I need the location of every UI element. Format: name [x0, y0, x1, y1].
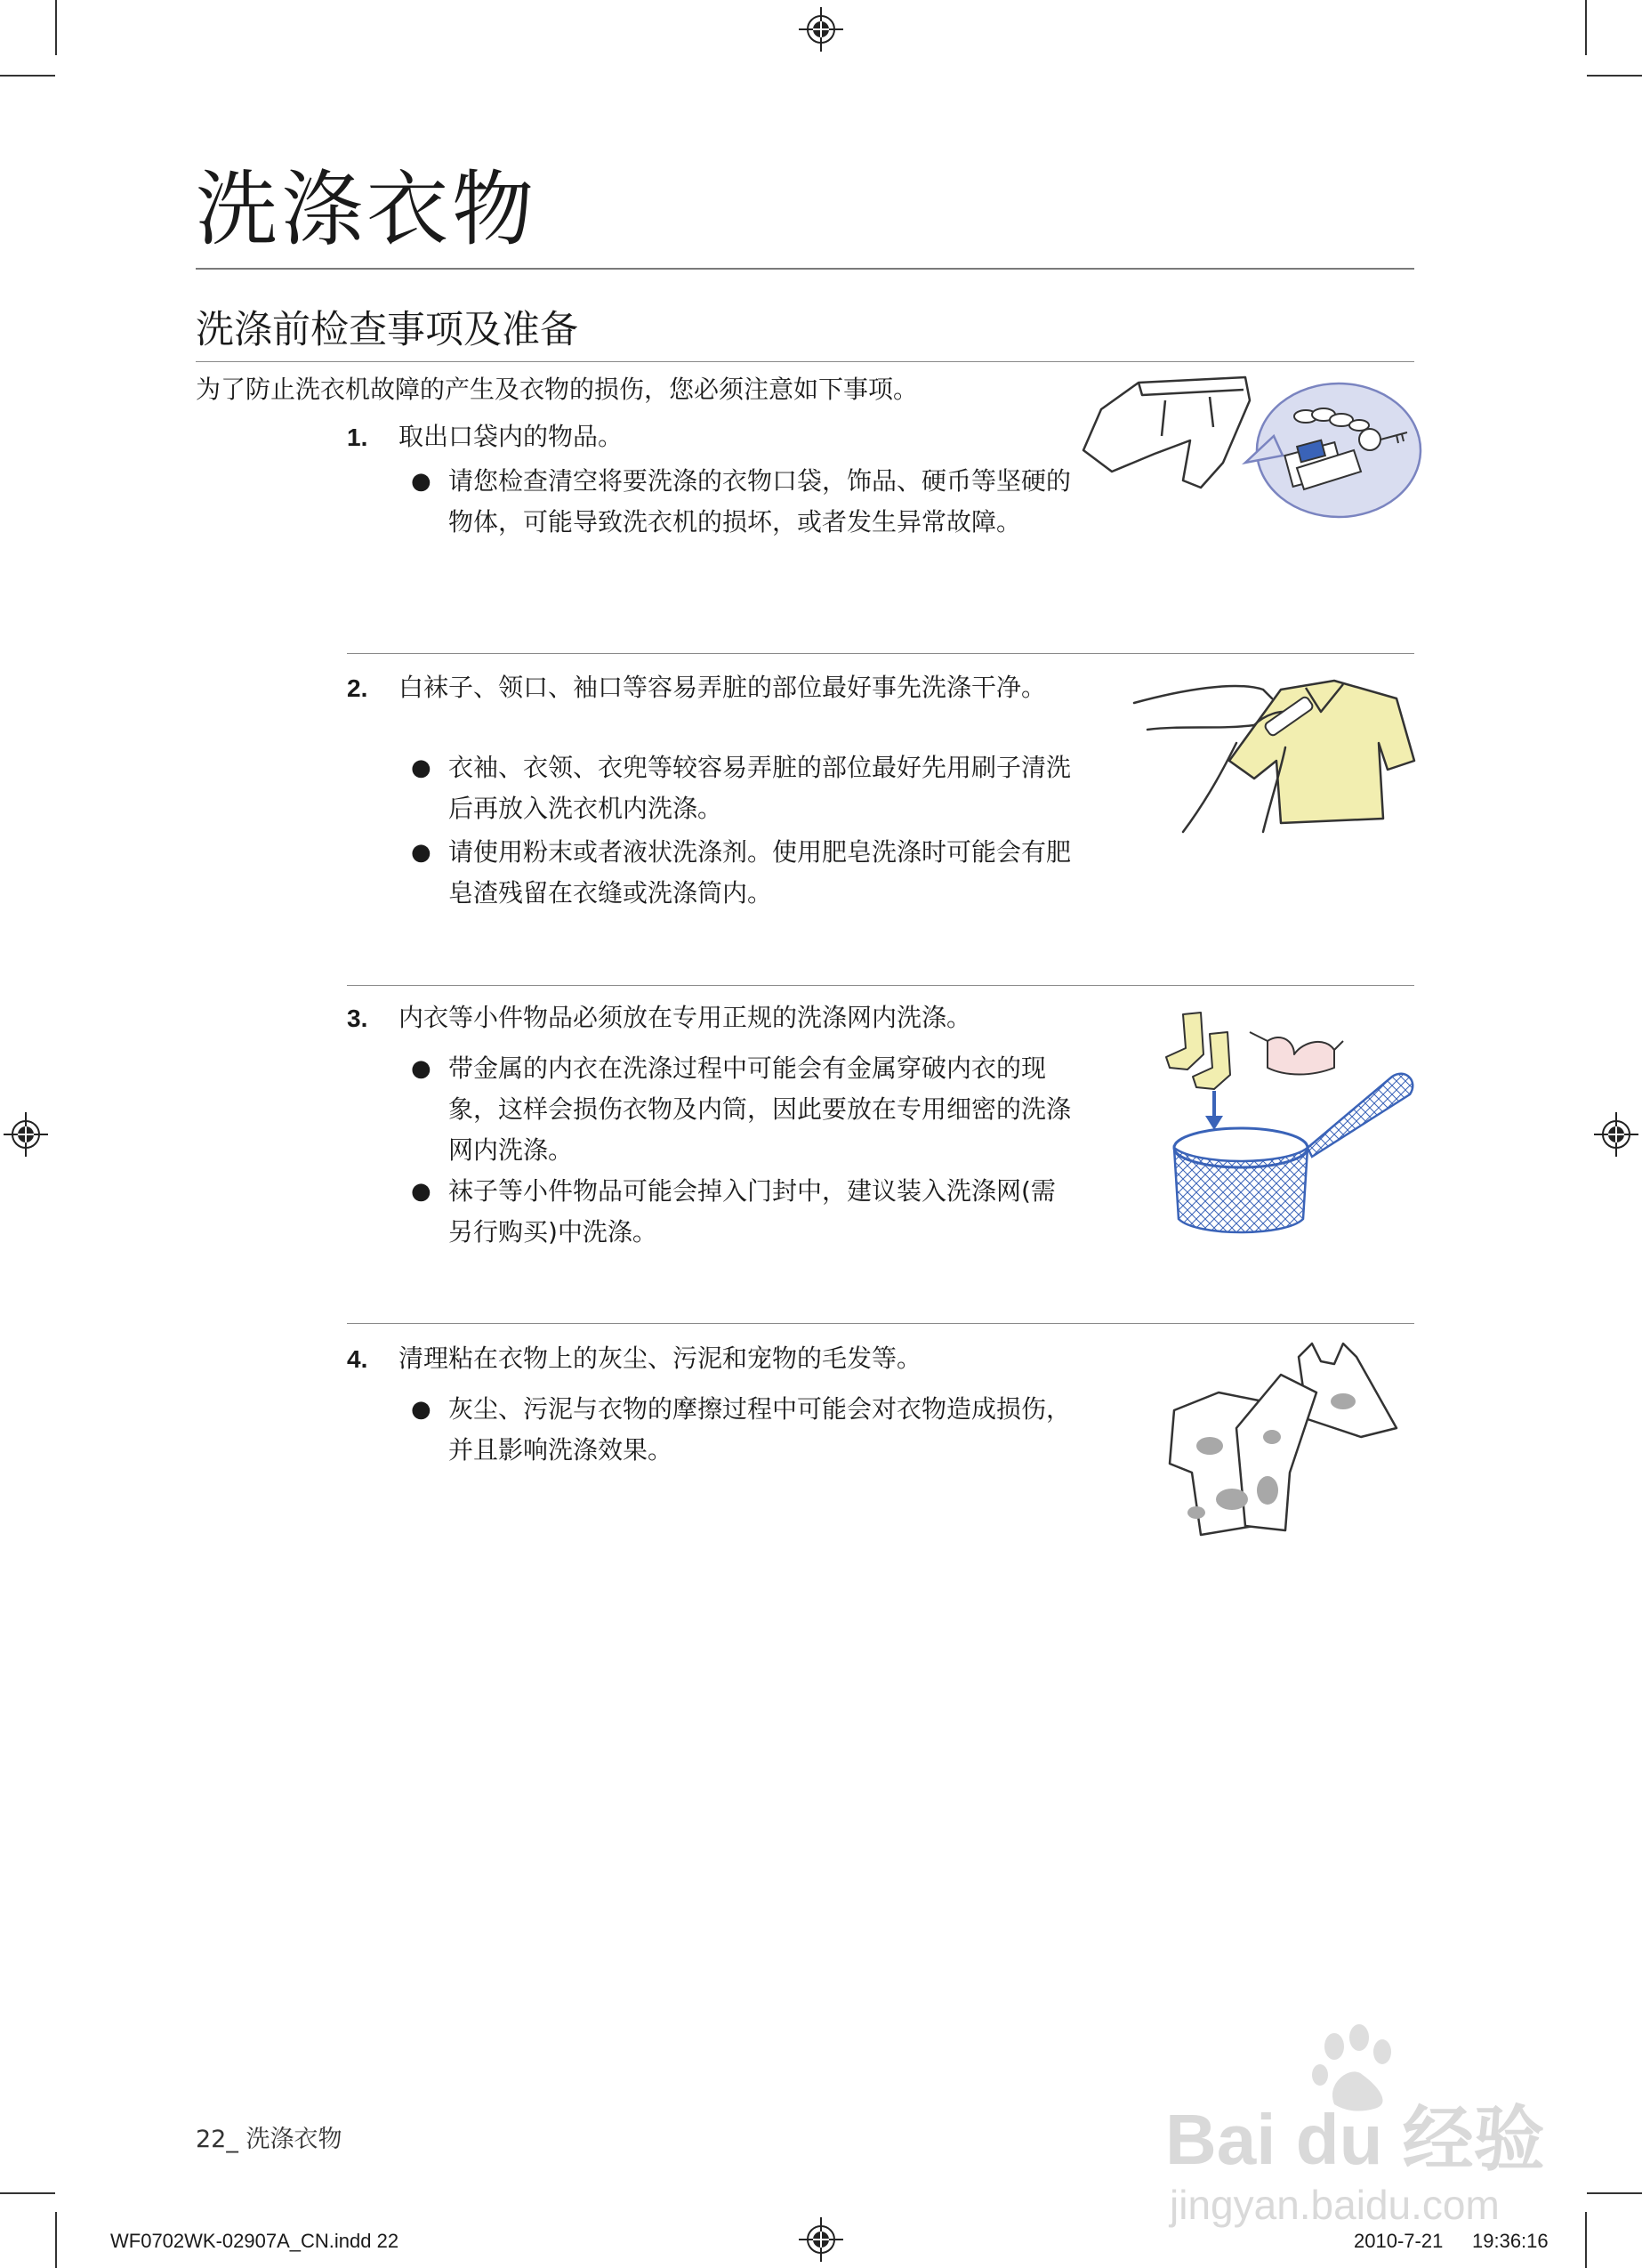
step-number: 1. — [347, 424, 368, 451]
step-divider — [347, 653, 1414, 654]
section-rule — [196, 361, 1414, 362]
laundry-net-illustration — [1161, 1005, 1419, 1237]
bullet-icon: ● — [411, 468, 431, 495]
step-text: 取出口袋内的物品。 — [398, 422, 624, 451]
crop-mark — [0, 75, 55, 77]
step-divider — [347, 1323, 1414, 1324]
registration-mark-icon — [1594, 1112, 1638, 1157]
bullet-text: 请您检查清空将要洗涤的衣物口袋，饰品、硬币等坚硬的物体，可能导致洗衣机的损坏，或者发生异常故障。 — [448, 466, 1072, 537]
dirty-clothes-illustration — [1165, 1339, 1423, 1539]
watermark-logo-text: Bai du 经验 — [1165, 2100, 1545, 2179]
bullet-text: 衣袖、衣领、衣兜等较容易弄脏的部位最好先用刷子清洗后再放入洗衣机内洗涤。 — [448, 753, 1072, 823]
registration-mark-icon — [4, 1112, 48, 1157]
page-number-footer: 22_ 洗涤衣物 — [196, 2126, 342, 2153]
page-title: 洗涤衣物 — [196, 162, 538, 257]
baidu-watermark — [1165, 2020, 1610, 2228]
watermark-url: jingyan.baidu.com — [1170, 2182, 1500, 2228]
intro-text: 为了防止洗衣机故障的产生及衣物的损伤，您必须注意如下事项。 — [196, 375, 919, 404]
pocket-items-illustration — [1076, 365, 1423, 525]
crop-mark — [55, 0, 57, 55]
crop-mark — [55, 2212, 57, 2268]
bullet-icon: ● — [411, 1396, 431, 1423]
print-time: 19:36:16 — [1472, 2230, 1549, 2252]
step-text: 白袜子、领口、袖口等容易弄脏的部位最好事先洗涤干净。 — [398, 673, 1047, 702]
crop-mark — [1585, 0, 1587, 55]
crop-mark — [1587, 75, 1642, 77]
bullet-text: 带金属的内衣在洗涤过程中可能会有金属穿破内衣的现象，这样会损伤衣物及内筒，因此要放在专用细密的洗涤网内洗涤。 — [448, 1053, 1072, 1165]
crop-mark — [0, 2192, 55, 2194]
print-date: 2010-7-21 — [1354, 2230, 1444, 2252]
bullet-icon: ● — [411, 755, 431, 781]
bullet-text: 请使用粉末或者液状洗涤剂。使用肥皂洗涤时可能会有肥皂渣残留在衣缝或洗涤筒内。 — [448, 837, 1072, 908]
step-number: 4. — [347, 1345, 368, 1373]
step-divider — [347, 985, 1414, 986]
registration-mark-icon — [799, 2217, 843, 2262]
registration-mark-icon — [799, 7, 843, 52]
section-heading: 洗涤前检查事项及准备 — [196, 308, 578, 352]
bullet-icon: ● — [411, 1055, 431, 1082]
bullet-icon: ● — [411, 1178, 431, 1205]
print-file-info: WF0702WK-02907A_CN.indd 22 — [110, 2230, 399, 2252]
step-number: 2. — [347, 674, 368, 702]
bullet-text: 灰尘、污泥与衣物的摩擦过程中可能会对衣物造成损伤，并且影响洗涤效果。 — [448, 1394, 1072, 1465]
brush-collar-illustration — [1130, 663, 1423, 836]
step-text: 内衣等小件物品必须放在专用正规的洗涤网内洗涤。 — [398, 1003, 972, 1032]
step-text: 清理粘在衣物上的灰尘、污泥和宠物的毛发等。 — [398, 1344, 922, 1373]
title-rule — [196, 268, 1414, 270]
step-number: 3. — [347, 1005, 368, 1032]
bullet-icon: ● — [411, 839, 431, 866]
bullet-text: 袜子等小件物品可能会掉入门封中，建议装入洗涤网(需另行购买)中洗涤。 — [448, 1176, 1056, 1247]
